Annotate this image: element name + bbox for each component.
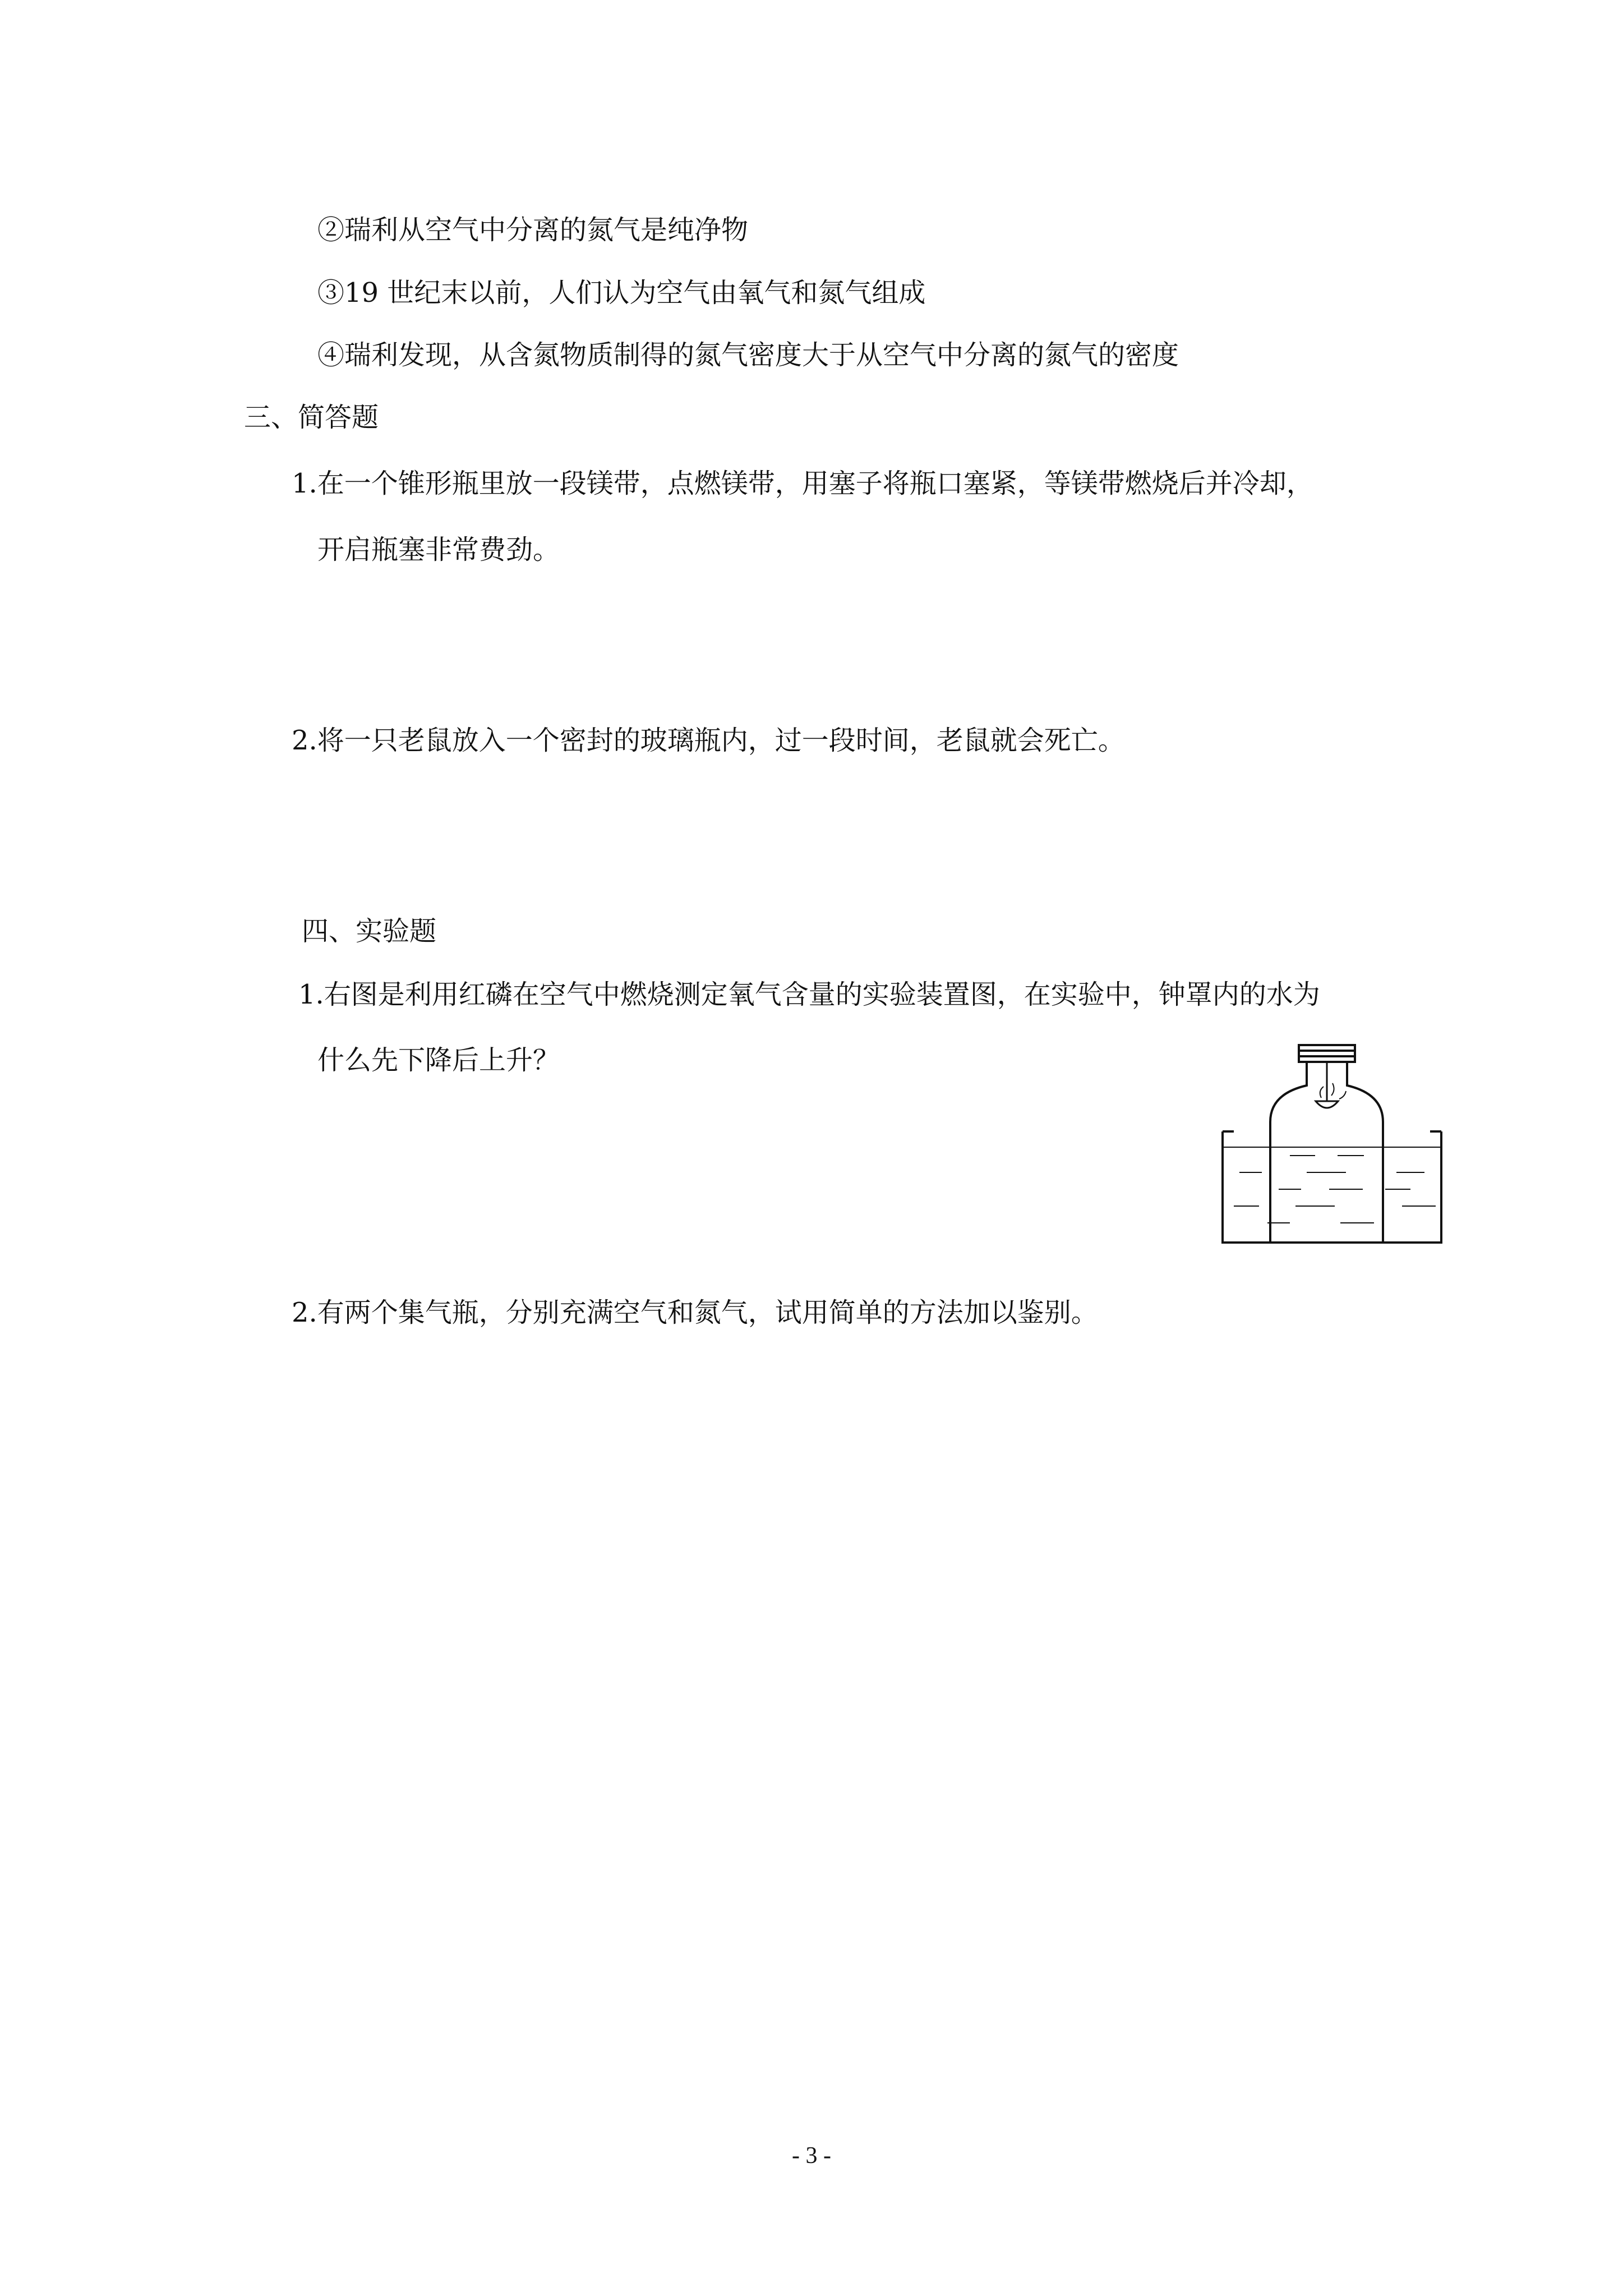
section-4-question-2: 2.有两个集气瓶，分别充满空气和氮气，试用简单的方法加以鉴别。 (292, 1297, 1098, 1328)
combustion-spoon (1316, 1101, 1338, 1108)
flame-icon (1320, 1083, 1346, 1099)
section-3-question-1-line-1: 1.在一个锥形瓶里放一段镁带，点燃镁带，用塞子将瓶口塞紧，等镁带燃烧后并冷却， (292, 468, 1313, 499)
section-4-heading: 四、实验题 (302, 915, 437, 947)
statement-2: ②瑞利从空气中分离的氮气是纯净物 (317, 214, 749, 246)
water-lines (1234, 1156, 1436, 1223)
stopper (1299, 1045, 1355, 1062)
statement-3: ③19 世纪末以前，人们认为空气由氧气和氮气组成 (317, 277, 926, 309)
page-number: - 3 - (792, 2143, 831, 2169)
statement-4: ④瑞利发现，从含氮物质制得的氮气密度大于从空气中分离的氮气的密度 (317, 339, 1179, 371)
bell-jar-apparatus-figure (1217, 1041, 1447, 1248)
section-4-question-1-line-1: 1.右图是利用红磷在空气中燃烧测定氧气含量的实验装置图，在实验中，钟罩内的水为 (298, 979, 1320, 1010)
section-3-heading: 三、简答题 (244, 402, 379, 433)
water-trough (1223, 1131, 1441, 1243)
section-3-question-1-line-2: 开启瓶塞非常费劲。 (317, 534, 560, 565)
section-4-question-1-line-2: 什么先下降后上升？ (317, 1045, 560, 1076)
section-3-question-2: 2.将一只老鼠放入一个密封的玻璃瓶内，过一段时间，老鼠就会死亡。 (292, 725, 1125, 756)
